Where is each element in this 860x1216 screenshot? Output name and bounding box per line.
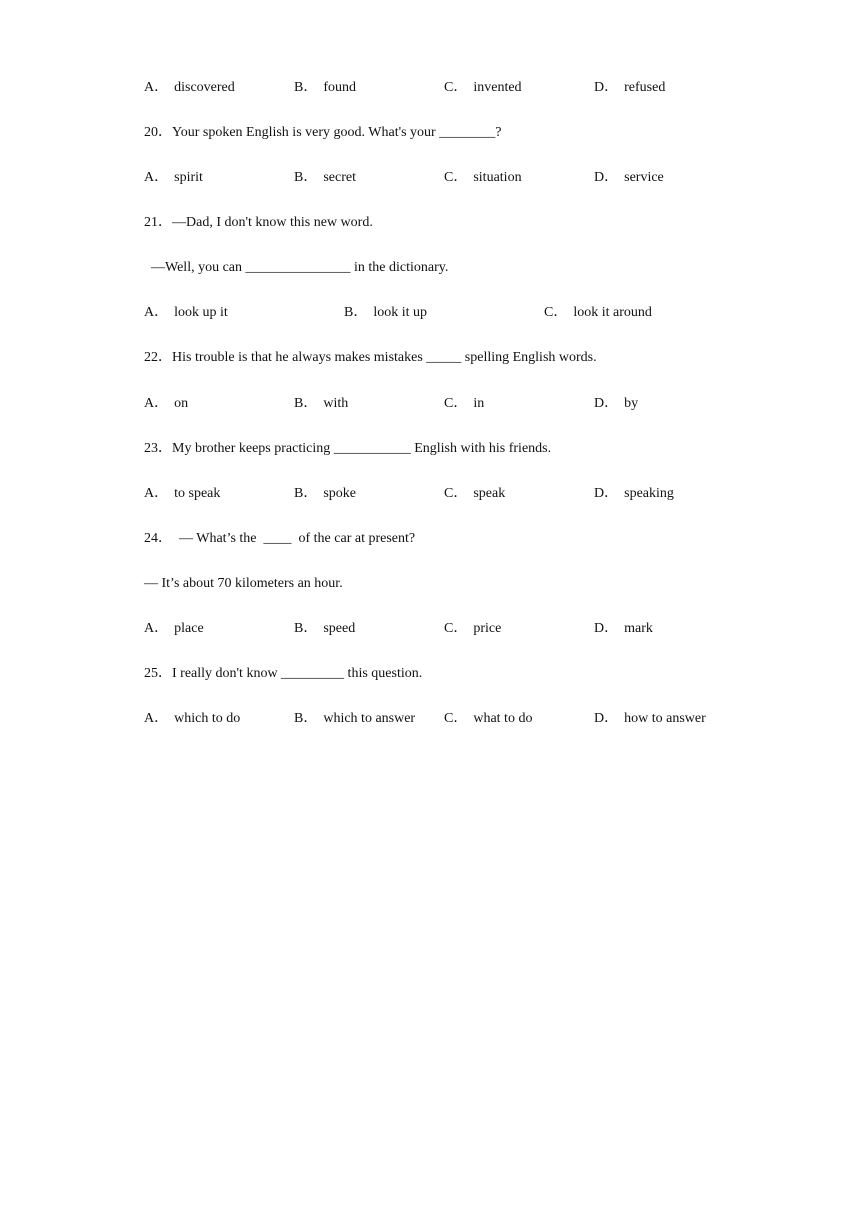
- question-22-stem: 22．His trouble is that he always makes mistakes _____ spelling English words.: [144, 350, 597, 365]
- option-text: how to answer: [624, 711, 706, 726]
- option-text: invented: [473, 80, 522, 95]
- q19-option-c[interactable]: [444, 79, 522, 97]
- option-text: which to answer: [323, 711, 416, 726]
- option-text: secret: [323, 170, 356, 185]
- q25-option-c[interactable]: [444, 710, 532, 728]
- option-text: discovered: [174, 80, 235, 95]
- option-letter: A．: [144, 711, 169, 726]
- option-text: look it up: [373, 305, 428, 320]
- option-text: look it around: [573, 305, 652, 320]
- q20-option-b[interactable]: [294, 169, 356, 187]
- q20-option-a[interactable]: [144, 169, 203, 187]
- option-text: spirit: [174, 170, 203, 185]
- option-letter: A．: [144, 396, 169, 411]
- option-text: which to do: [174, 711, 241, 726]
- option-letter: B．: [294, 170, 318, 185]
- option-letter: C．: [444, 711, 468, 726]
- option-letter: B．: [294, 396, 318, 411]
- option-text: by: [624, 396, 639, 411]
- question-24-stem: 24． — What’s the ____ of the car at present?: [144, 531, 416, 546]
- q22-option-d[interactable]: [594, 395, 638, 413]
- option-letter: B．: [344, 305, 368, 320]
- option-letter: B．: [294, 486, 318, 501]
- option-text: situation: [473, 170, 522, 185]
- option-text: speed: [323, 621, 356, 636]
- question-25-stem: 25．I really don't know _________ this question.: [144, 666, 423, 681]
- option-letter: A．: [144, 80, 169, 95]
- question-24-reply: — It’s about 70 kilometers an hour.: [144, 576, 343, 591]
- option-text: mark: [624, 621, 653, 636]
- q21-option-c[interactable]: [544, 304, 652, 322]
- q25-option-a[interactable]: [144, 710, 240, 728]
- option-letter: B．: [294, 621, 318, 636]
- option-letter: C．: [444, 396, 468, 411]
- option-text: price: [473, 621, 502, 636]
- option-text: service: [624, 170, 664, 185]
- option-letter: A．: [144, 170, 169, 185]
- q24-option-c[interactable]: [444, 620, 501, 638]
- q21-option-b[interactable]: [344, 304, 427, 322]
- q25-option-b[interactable]: [294, 710, 415, 728]
- option-letter: D．: [594, 486, 619, 501]
- option-text: with: [323, 396, 349, 411]
- option-text: what to do: [473, 711, 533, 726]
- question-21-reply: —Well, you can _______________ in the dictionary.: [151, 260, 449, 275]
- option-text: look up it: [174, 305, 228, 320]
- option-letter: A．: [144, 621, 169, 636]
- option-letter: D．: [594, 396, 619, 411]
- option-text: place: [174, 621, 204, 636]
- q25-option-d[interactable]: [594, 710, 706, 728]
- option-text: spoke: [323, 486, 357, 501]
- q22-option-c[interactable]: [444, 395, 484, 413]
- q24-option-d[interactable]: [594, 620, 653, 638]
- option-letter: D．: [594, 621, 619, 636]
- q19-option-d[interactable]: [594, 79, 665, 97]
- q20-option-c[interactable]: [444, 169, 522, 187]
- option-text: to speak: [174, 486, 221, 501]
- option-letter: D．: [594, 80, 619, 95]
- option-letter: D．: [594, 170, 619, 185]
- option-text: refused: [624, 80, 666, 95]
- option-text: on: [174, 396, 189, 411]
- question-20-stem: 20．Your spoken English is very good. What's your ________?: [144, 125, 502, 140]
- q19-option-b[interactable]: [294, 79, 356, 97]
- q24-option-b[interactable]: [294, 620, 355, 638]
- option-letter: A．: [144, 486, 169, 501]
- q23-option-a[interactable]: [144, 485, 220, 503]
- q19-option-a[interactable]: [144, 79, 235, 97]
- q23-option-c[interactable]: [444, 485, 505, 503]
- option-text: speaking: [624, 486, 674, 501]
- option-text: in: [473, 396, 485, 411]
- option-letter: C．: [444, 80, 468, 95]
- q22-option-b[interactable]: [294, 395, 348, 413]
- option-letter: C．: [444, 170, 468, 185]
- option-text: speak: [473, 486, 506, 501]
- option-letter: B．: [294, 711, 318, 726]
- option-letter: A．: [144, 305, 169, 320]
- question-23-stem: 23．My brother keeps practicing ___________ English with his friends.: [144, 441, 552, 456]
- option-letter: B．: [294, 80, 318, 95]
- q23-option-b[interactable]: [294, 485, 356, 503]
- option-letter: C．: [544, 305, 568, 320]
- option-letter: C．: [444, 486, 468, 501]
- question-21-stem: 21．—Dad, I don't know this new word.: [144, 215, 373, 230]
- q23-option-d[interactable]: [594, 485, 674, 503]
- q21-option-a[interactable]: [144, 304, 228, 322]
- q24-option-a[interactable]: [144, 620, 204, 638]
- option-letter: C．: [444, 621, 468, 636]
- q20-option-d[interactable]: [594, 169, 664, 187]
- q22-option-a[interactable]: [144, 395, 188, 413]
- option-letter: D．: [594, 711, 619, 726]
- option-text: found: [323, 80, 357, 95]
